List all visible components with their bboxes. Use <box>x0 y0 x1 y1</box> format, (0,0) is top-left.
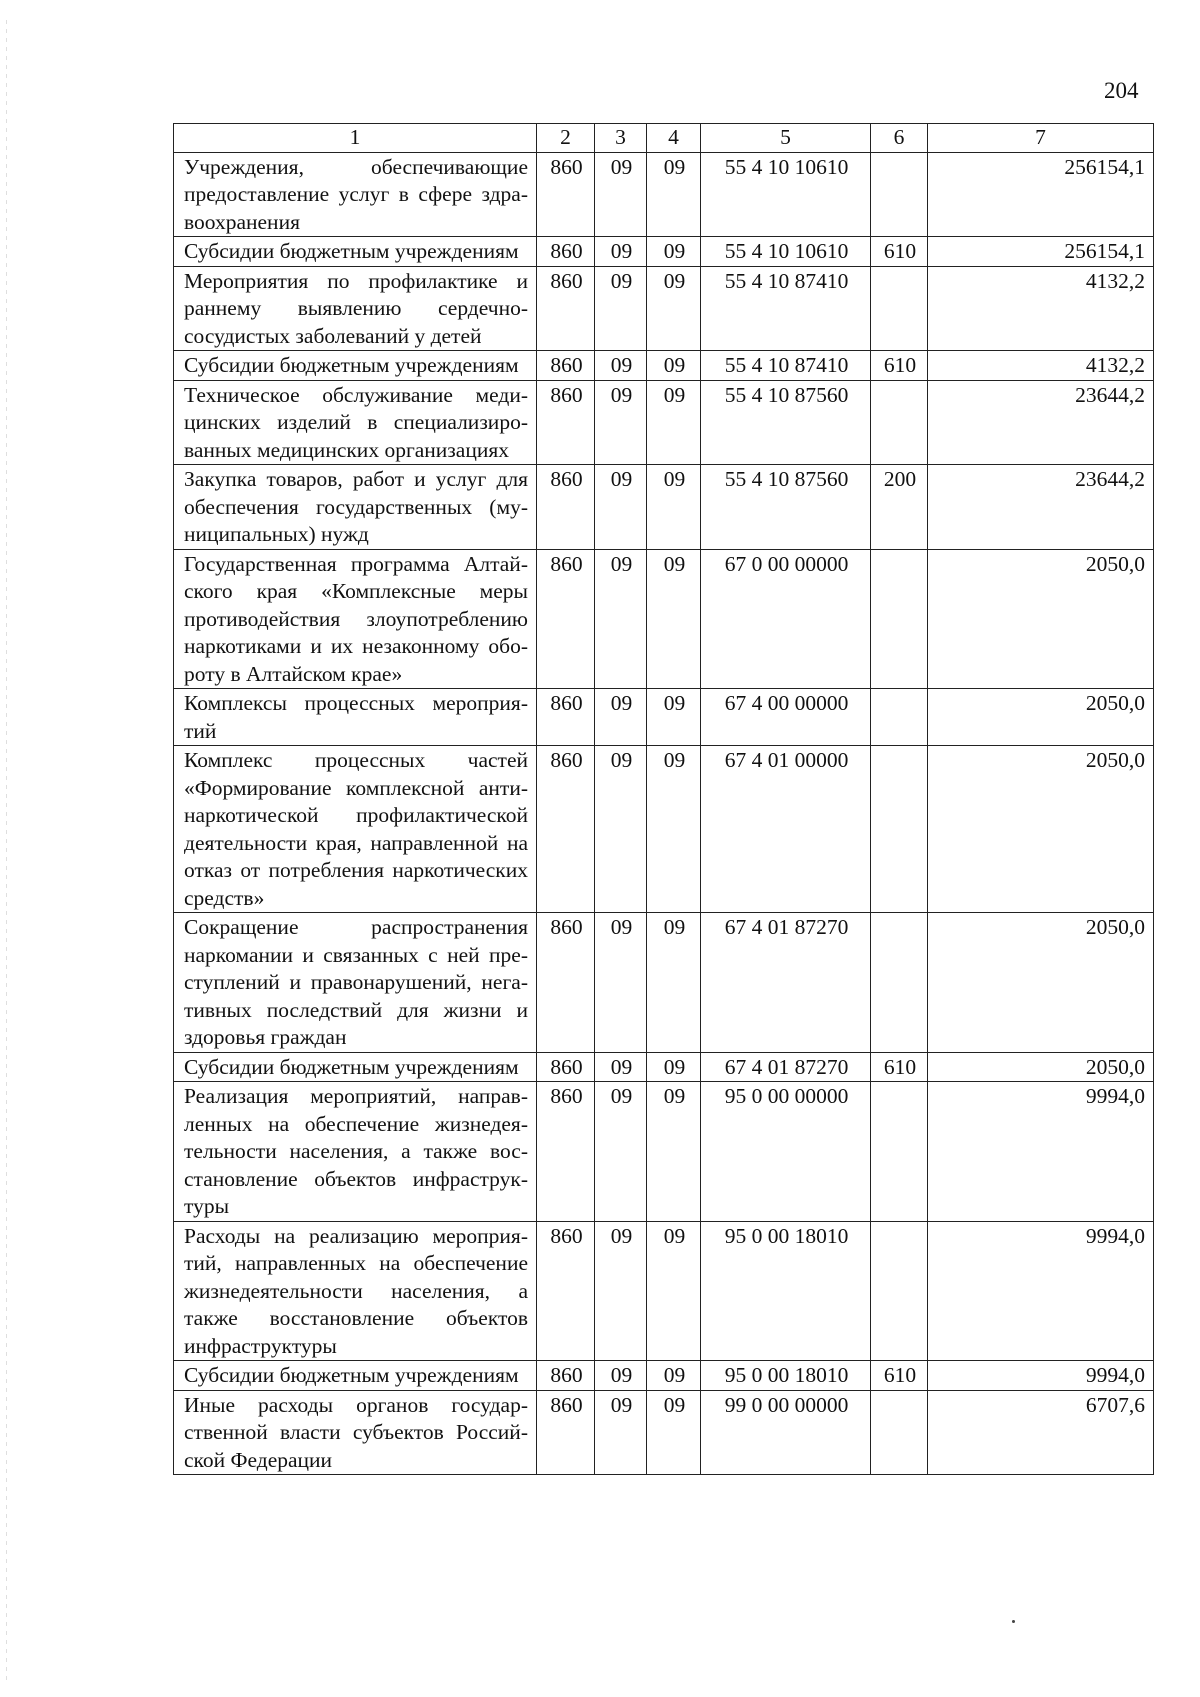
target-article-cell: 95 0 00 00000 <box>701 1082 871 1222</box>
row-name-cell: Субсидии бюджетным учреждениям <box>174 351 537 381</box>
subchapter-code-cell: 09 <box>647 351 701 381</box>
expense-type-cell <box>871 266 928 351</box>
subchapter-code-cell: 09 <box>647 746 701 913</box>
expense-type-cell <box>871 380 928 465</box>
row-name-cell: Мероприятия по профилактике и раннему выявлению сердечно-сосудистых заболеваний у детей <box>174 266 537 351</box>
expense-type-cell <box>871 913 928 1053</box>
table-row <box>174 1390 1154 1475</box>
expense-type-cell <box>871 689 928 746</box>
amount-cell: 23644,2 <box>928 380 1154 465</box>
section-code-cell: 860 <box>537 549 595 689</box>
expense-type-cell: 610 <box>871 1361 928 1391</box>
subchapter-code-cell: 09 <box>647 1221 701 1361</box>
amount-cell: 4132,2 <box>928 266 1154 351</box>
table-row <box>174 689 1154 746</box>
subchapter-code-cell: 09 <box>647 1390 701 1475</box>
subchapter-code-cell: 09 <box>647 689 701 746</box>
target-article-cell: 67 4 00 00000 <box>701 689 871 746</box>
row-name-cell: Закупка товаров, работ и услуг для обеспечения государственных (муниципальных) нужд <box>174 465 537 550</box>
chapter-code-cell: 09 <box>595 380 647 465</box>
page-number: 204 <box>1104 78 1139 103</box>
subchapter-code-cell: 09 <box>647 913 701 1053</box>
chapter-code-cell: 09 <box>595 1361 647 1391</box>
expense-type-cell: 200 <box>871 465 928 550</box>
row-name-cell: Иные расходы органов государственной власти субъектов Российской Федерации <box>174 1390 537 1475</box>
section-code-cell: 860 <box>537 1052 595 1082</box>
target-article-cell: 55 4 10 87560 <box>701 465 871 550</box>
expense-type-cell <box>871 1390 928 1475</box>
table-row <box>174 1361 1154 1391</box>
section-code-cell: 860 <box>537 1082 595 1222</box>
table-row <box>174 549 1154 689</box>
col-header-1: 1 <box>174 124 537 153</box>
section-code-cell: 860 <box>537 1221 595 1361</box>
chapter-code-cell: 09 <box>595 152 647 237</box>
col-header-2: 2 <box>537 124 595 153</box>
amount-cell: 2050,0 <box>928 689 1154 746</box>
expense-type-cell: 610 <box>871 237 928 267</box>
target-article-cell: 67 0 00 00000 <box>701 549 871 689</box>
table-row <box>174 380 1154 465</box>
target-article-cell: 55 4 10 87410 <box>701 351 871 381</box>
chapter-code-cell: 09 <box>595 237 647 267</box>
subchapter-code-cell: 09 <box>647 266 701 351</box>
col-header-3: 3 <box>595 124 647 153</box>
table-row <box>174 266 1154 351</box>
subchapter-code-cell: 09 <box>647 380 701 465</box>
section-code-cell: 860 <box>537 266 595 351</box>
amount-cell: 9994,0 <box>928 1361 1154 1391</box>
subchapter-code-cell: 09 <box>647 1052 701 1082</box>
amount-cell: 2050,0 <box>928 1052 1154 1082</box>
table-row <box>174 1221 1154 1361</box>
section-code-cell: 860 <box>537 465 595 550</box>
amount-cell: 4132,2 <box>928 351 1154 381</box>
target-article-cell: 67 4 01 87270 <box>701 913 871 1053</box>
subchapter-code-cell: 09 <box>647 152 701 237</box>
subchapter-code-cell: 09 <box>647 465 701 550</box>
col-header-5: 5 <box>701 124 871 153</box>
table-row <box>174 237 1154 267</box>
expense-type-cell <box>871 1082 928 1222</box>
subchapter-code-cell: 09 <box>647 1361 701 1391</box>
amount-cell: 2050,0 <box>928 549 1154 689</box>
chapter-code-cell: 09 <box>595 465 647 550</box>
col-header-6: 6 <box>871 124 928 153</box>
table-row <box>174 1082 1154 1222</box>
col-header-4: 4 <box>647 124 701 153</box>
section-code-cell: 860 <box>537 152 595 237</box>
target-article-cell: 55 4 10 10610 <box>701 152 871 237</box>
amount-cell: 256154,1 <box>928 237 1154 267</box>
target-article-cell: 99 0 00 00000 <box>701 1390 871 1475</box>
row-name-cell: Реализация мероприятий, направленных на обеспечение жизнедеятельности населения, а также восстановление объектов инфраструктуры <box>174 1082 537 1222</box>
amount-cell: 256154,1 <box>928 152 1154 237</box>
chapter-code-cell: 09 <box>595 266 647 351</box>
expense-type-cell <box>871 1221 928 1361</box>
section-code-cell: 860 <box>537 237 595 267</box>
chapter-code-cell: 09 <box>595 746 647 913</box>
target-article-cell: 67 4 01 00000 <box>701 746 871 913</box>
target-article-cell: 95 0 00 18010 <box>701 1361 871 1391</box>
section-code-cell: 860 <box>537 689 595 746</box>
table-row <box>174 465 1154 550</box>
target-article-cell: 95 0 00 18010 <box>701 1221 871 1361</box>
table-row <box>174 1052 1154 1082</box>
row-name-cell: Субсидии бюджетным учреждениям <box>174 237 537 267</box>
amount-cell: 2050,0 <box>928 746 1154 913</box>
chapter-code-cell: 09 <box>595 549 647 689</box>
chapter-code-cell: 09 <box>595 913 647 1053</box>
table-row <box>174 913 1154 1053</box>
section-code-cell: 860 <box>537 351 595 381</box>
amount-cell: 23644,2 <box>928 465 1154 550</box>
amount-cell: 9994,0 <box>928 1082 1154 1222</box>
target-article-cell: 55 4 10 87560 <box>701 380 871 465</box>
expense-type-cell <box>871 746 928 913</box>
amount-cell: 2050,0 <box>928 913 1154 1053</box>
table-row <box>174 152 1154 237</box>
section-code-cell: 860 <box>537 380 595 465</box>
subchapter-code-cell: 09 <box>647 237 701 267</box>
expense-type-cell: 610 <box>871 1052 928 1082</box>
chapter-code-cell: 09 <box>595 1221 647 1361</box>
header-row <box>174 124 1154 153</box>
chapter-code-cell: 09 <box>595 1390 647 1475</box>
row-name-cell: Комплексы процессных мероприятий <box>174 689 537 746</box>
target-article-cell: 55 4 10 87410 <box>701 266 871 351</box>
table-row <box>174 351 1154 381</box>
chapter-code-cell: 09 <box>595 1082 647 1222</box>
scan-speck <box>1012 1620 1015 1623</box>
row-name-cell: Сокращение распространения наркомании и связанных с ней преступлений и правонарушений, негативных последствий для жизни и здоровья граждан <box>174 913 537 1053</box>
chapter-code-cell: 09 <box>595 351 647 381</box>
chapter-code-cell: 09 <box>595 689 647 746</box>
row-name-cell: Комплекс процессных частей «Формирование комплексной антинаркотической профилактической деятельности края, направленной на отказ от потребления наркотических средств» <box>174 746 537 913</box>
subchapter-code-cell: 09 <box>647 549 701 689</box>
section-code-cell: 860 <box>537 913 595 1053</box>
subchapter-code-cell: 09 <box>647 1082 701 1222</box>
expense-type-cell <box>871 152 928 237</box>
chapter-code-cell: 09 <box>595 1052 647 1082</box>
section-code-cell: 860 <box>537 1361 595 1391</box>
col-header-7: 7 <box>928 124 1154 153</box>
row-name-cell: Учреждения, обеспечивающие предоставление услуг в сфере здравоохранения <box>174 152 537 237</box>
target-article-cell: 67 4 01 87270 <box>701 1052 871 1082</box>
scan-edge-mark <box>6 20 7 1680</box>
amount-cell: 6707,6 <box>928 1390 1154 1475</box>
table-row <box>174 746 1154 913</box>
row-name-cell: Государственная программа Алтайского края «Комплексные меры противодействия злоупотреблению наркотиками и их незаконному обороту в Алтайском крае» <box>174 549 537 689</box>
row-name-cell: Субсидии бюджетным учреждениям <box>174 1052 537 1082</box>
row-name-cell: Техническое обслуживание медицинских изделий в специализированных медицинских организациях <box>174 380 537 465</box>
expense-type-cell: 610 <box>871 351 928 381</box>
row-name-cell: Расходы на реализацию мероприятий, направленных на обеспечение жизнедеятельности населения, а также восстановление объектов инфраструктуры <box>174 1221 537 1361</box>
budget-table <box>173 123 1154 1475</box>
target-article-cell: 55 4 10 10610 <box>701 237 871 267</box>
section-code-cell: 860 <box>537 746 595 913</box>
row-name-cell: Субсидии бюджетным учреждениям <box>174 1361 537 1391</box>
table-body <box>174 152 1154 1475</box>
amount-cell: 9994,0 <box>928 1221 1154 1361</box>
expense-type-cell <box>871 549 928 689</box>
section-code-cell: 860 <box>537 1390 595 1475</box>
